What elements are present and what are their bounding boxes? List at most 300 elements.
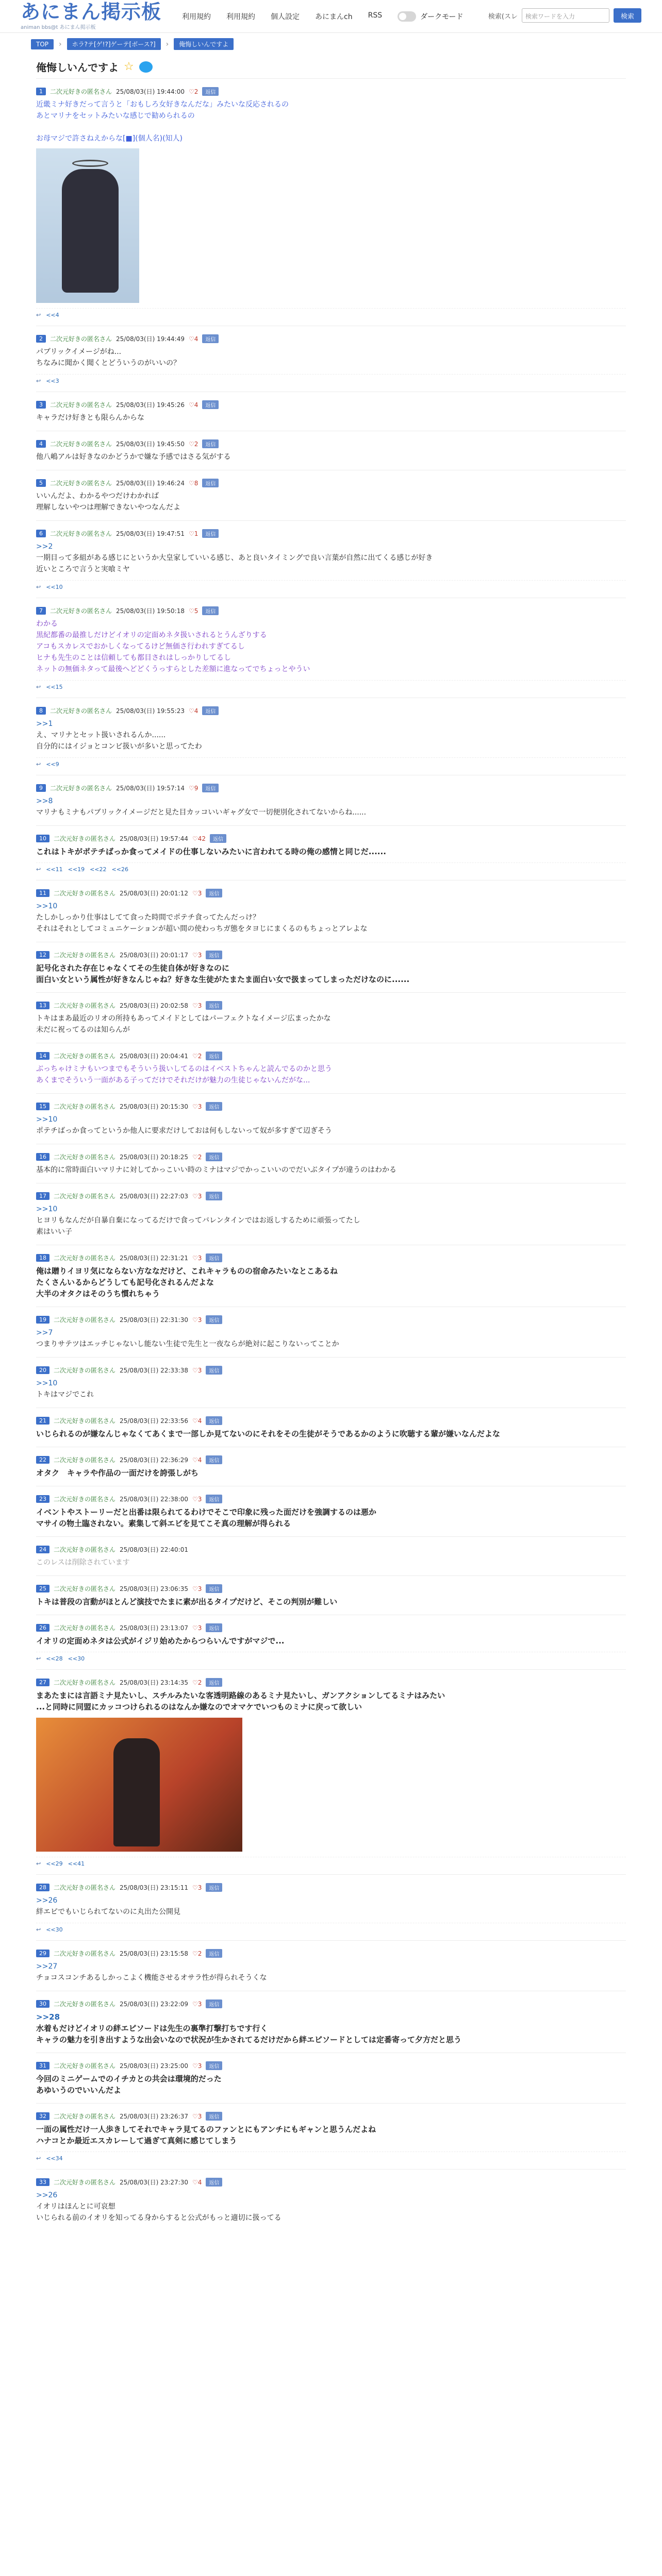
like-count[interactable]: ♡3 bbox=[192, 1192, 202, 1200]
reply-arrow-icon[interactable]: ↩ bbox=[36, 312, 41, 318]
post-header bbox=[36, 784, 626, 792]
poster-name: 二次元好きの匿名さん bbox=[50, 785, 112, 792]
post-header bbox=[36, 1102, 626, 1111]
reply-arrow-icon[interactable]: ↩ bbox=[36, 761, 41, 768]
post bbox=[36, 1183, 626, 1245]
post-number[interactable]: 14 bbox=[36, 1052, 49, 1060]
post-line: 大半のオタクはそのうち慣れちゃう bbox=[36, 1289, 160, 1298]
post-number[interactable]: 26 bbox=[36, 1624, 49, 1632]
post-line: それはそれとしてコミュニケーションが超い間の使わっちガ態をタヨじにまくるのもちょっとアレよな bbox=[36, 925, 368, 933]
breadcrumb bbox=[0, 33, 662, 50]
post-number[interactable]: 25 bbox=[36, 1585, 49, 1592]
like-count[interactable]: ♡4 bbox=[192, 2178, 202, 2186]
post-body bbox=[36, 718, 626, 752]
reply-link[interactable]: <<29 bbox=[46, 1860, 63, 1867]
post-line: あくまでそういう一面がある子ってだけでそれだけが魅力の生徒じゃないんだがな... bbox=[36, 1076, 310, 1084]
post-date: 25/08/03(日) 22:27:03 bbox=[120, 1193, 188, 1200]
post-header bbox=[36, 606, 626, 615]
post-footer bbox=[36, 680, 626, 690]
reply-link[interactable]: <<30 bbox=[46, 1926, 63, 1933]
reply-button[interactable]: 返信 bbox=[206, 1102, 222, 1111]
reply-link[interactable]: <<26 bbox=[111, 866, 128, 873]
post-line: あとマリナをセットみたいな感じで勧められるの bbox=[36, 112, 195, 120]
post-date: 25/08/03(日) 19:50:18 bbox=[116, 607, 185, 615]
like-count[interactable]: ♡4 bbox=[188, 707, 198, 715]
reply-link[interactable]: <<22 bbox=[90, 866, 107, 873]
post-number[interactable]: 24 bbox=[36, 1546, 49, 1553]
poster-name: 二次元好きの匿名さん bbox=[54, 2179, 116, 2186]
post bbox=[36, 2103, 626, 2169]
post-footer bbox=[36, 2151, 626, 2162]
post-line: 基本的に常時面白いマリナに対してかっこいい時のミナはマジでかっこいいのでだいぶタイプが違うのはわかる bbox=[36, 1166, 397, 1174]
like-count[interactable]: ♡2 bbox=[188, 440, 198, 448]
post-line: ...と同時に同盟にカッコつけられるのはなんか嫌なのでオマケでいつものミナに戻って欲しい bbox=[36, 1702, 362, 1711]
post-body bbox=[36, 1114, 626, 1137]
post-line: ちなみに聞かく聞くとどういうのがいいの？ bbox=[36, 359, 180, 367]
poster-name: 二次元好きの匿名さん bbox=[50, 335, 112, 343]
reply-arrow-icon[interactable]: ↩ bbox=[36, 866, 41, 873]
post-number[interactable]: 17 bbox=[36, 1192, 49, 1200]
reply-link[interactable]: <<9 bbox=[46, 761, 59, 768]
post-date: 25/08/03(日) 19:45:26 bbox=[116, 401, 185, 409]
post-date: 25/08/03(日) 23:15:11 bbox=[120, 1884, 188, 1891]
post bbox=[36, 520, 626, 598]
reply-button[interactable]: 返信 bbox=[202, 87, 219, 96]
like-count[interactable]: ♡2 bbox=[192, 1052, 202, 1060]
like-count[interactable]: ♡3 bbox=[192, 1585, 202, 1592]
post-line: 俺は贈りイヨリ気にならない方ななだけど、これキャラものの宿命みたいなとこあるね bbox=[36, 1266, 338, 1276]
reply-button[interactable]: 返信 bbox=[202, 784, 219, 792]
reply-button[interactable]: 返信 bbox=[206, 1153, 222, 1161]
post-header bbox=[36, 87, 626, 96]
like-count[interactable]: ♡2 bbox=[188, 88, 198, 95]
post-body bbox=[36, 901, 626, 935]
post-footer bbox=[36, 1923, 626, 1933]
reply-anchor[interactable]: >>26 bbox=[36, 1896, 58, 1905]
post bbox=[36, 1043, 626, 1093]
post-date: 25/08/03(日) 20:02:58 bbox=[120, 1002, 188, 1009]
post-header bbox=[36, 1366, 626, 1375]
reply-button[interactable]: 返信 bbox=[206, 2112, 222, 2121]
like-count[interactable]: ♡3 bbox=[192, 1254, 202, 1262]
post-number[interactable]: 7 bbox=[36, 607, 46, 615]
like-count[interactable]: ♡5 bbox=[188, 607, 198, 615]
search-button[interactable]: 検索 bbox=[614, 8, 641, 23]
post-date: 25/08/03(日) 19:44:49 bbox=[116, 335, 185, 343]
page-title: 俺悔しいんですよ bbox=[36, 61, 119, 74]
poster-name: 二次元好きの匿名さん bbox=[50, 440, 112, 448]
reply-button[interactable]: 返信 bbox=[206, 1001, 222, 1010]
post-line: 記号化された存在じゃなくてその生徒自体が好きなのに bbox=[36, 963, 230, 973]
post-line: いじられるのが嫌なんじゃなくてあくまで一部しか見てないのにそれをその生徒がそうであるかのように吹聴する輩が嫌いなんだよな bbox=[36, 1429, 501, 1438]
reply-button[interactable]: 返信 bbox=[206, 1052, 222, 1060]
breadcrumb-category[interactable]: ホラ?テ[ゲ!?]ゲーテ[ボース?] bbox=[67, 38, 161, 50]
poster-name: 二次元好きの匿名さん bbox=[54, 1103, 116, 1110]
post-date: 25/08/03(日) 20:18:25 bbox=[120, 1154, 188, 1161]
logo-subtitle: animan bbs@t あにまん掲示板 bbox=[21, 25, 96, 30]
post bbox=[36, 1940, 626, 1991]
reply-anchor[interactable]: >>10 bbox=[36, 1379, 58, 1387]
poster-name: 二次元好きの匿名さん bbox=[50, 480, 112, 487]
breadcrumb-separator: › bbox=[166, 40, 169, 48]
post-body bbox=[36, 541, 626, 575]
post-line: チョコスコンチあるしかっこよく機能させるオサラ性が得られそうくな bbox=[36, 1974, 267, 1982]
post-body bbox=[36, 1467, 626, 1479]
like-count[interactable]: ♡3 bbox=[192, 889, 202, 897]
post-body bbox=[36, 2124, 626, 2146]
like-count[interactable]: ♡3 bbox=[192, 2000, 202, 2008]
reply-button[interactable]: 返信 bbox=[202, 706, 219, 715]
like-count[interactable]: ♡4 bbox=[192, 1456, 202, 1464]
like-count[interactable]: ♡2 bbox=[192, 1950, 202, 1957]
reply-link[interactable]: <<10 bbox=[46, 584, 63, 590]
post-header bbox=[36, 1584, 626, 1593]
post-body bbox=[36, 346, 626, 369]
dark-mode-switch[interactable] bbox=[398, 11, 416, 22]
poster-name: 二次元好きの匿名さん bbox=[54, 1154, 116, 1161]
reply-arrow-icon[interactable]: ↩ bbox=[36, 584, 41, 590]
post-footer bbox=[36, 862, 626, 873]
post-date: 25/08/03(日) 23:14:35 bbox=[120, 1679, 188, 1686]
reply-button[interactable]: 返信 bbox=[206, 1192, 222, 1200]
post bbox=[36, 1575, 626, 1615]
like-count[interactable]: ♡9 bbox=[188, 784, 198, 792]
post-date: 25/08/03(日) 23:22:09 bbox=[120, 2001, 188, 2008]
post-number[interactable]: 15 bbox=[36, 1103, 49, 1110]
post-header bbox=[36, 834, 626, 843]
like-count[interactable]: ♡8 bbox=[188, 479, 198, 487]
reply-button[interactable]: 返信 bbox=[206, 1584, 222, 1593]
reply-button[interactable]: 返信 bbox=[206, 1315, 222, 1324]
reply-button[interactable]: 返信 bbox=[206, 2061, 222, 2070]
reply-button[interactable]: 返信 bbox=[206, 1678, 222, 1687]
post-body bbox=[36, 1895, 626, 1918]
reply-anchor[interactable]: >>1 bbox=[36, 720, 53, 728]
like-count[interactable]: ♡3 bbox=[192, 1495, 202, 1503]
post-footer bbox=[36, 580, 626, 590]
post bbox=[36, 2169, 626, 2231]
reply-button[interactable]: 返信 bbox=[202, 479, 219, 487]
poster-name: 二次元好きの匿名さん bbox=[54, 1496, 116, 1503]
post-line: 近いところで言うと実喰ミヤ bbox=[36, 565, 130, 573]
like-count[interactable]: ♡3 bbox=[192, 1103, 202, 1110]
poster-name: 二次元好きの匿名さん bbox=[54, 952, 116, 959]
site-logo[interactable] bbox=[21, 2, 161, 30]
post-date: 25/08/03(日) 23:06:35 bbox=[120, 1585, 188, 1592]
reply-arrow-icon[interactable]: ↩ bbox=[36, 684, 41, 690]
reply-button[interactable]: 返信 bbox=[206, 1999, 222, 2008]
like-count[interactable]: ♡4 bbox=[192, 1417, 202, 1425]
reply-button[interactable]: 返信 bbox=[210, 834, 226, 843]
reply-button[interactable]: 返信 bbox=[206, 1366, 222, 1375]
reply-arrow-icon[interactable]: ↩ bbox=[36, 378, 41, 384]
nav-item-settings[interactable]: 個人設定 bbox=[271, 12, 300, 21]
reply-link[interactable]: <<19 bbox=[68, 866, 85, 873]
reply-button[interactable]: 返信 bbox=[202, 439, 219, 448]
post-line: キャラだけ好きとも限らんからな bbox=[36, 414, 144, 422]
breadcrumb-thread[interactable]: 俺悔しいんですよ bbox=[174, 38, 234, 50]
post-line: ぶっちゃけミナもいつまでもそういう扱いしてるのはイベストちゃんと読んでるのかと思う bbox=[36, 1065, 332, 1073]
post-date: 25/08/03(日) 19:47:51 bbox=[116, 530, 185, 537]
post-number[interactable]: 31 bbox=[36, 2062, 49, 2070]
post-line: いじられる前のイオリを知ってる身からすると公式がもっと適切に扱ってる bbox=[36, 2214, 282, 2222]
post-number[interactable]: 19 bbox=[36, 1316, 49, 1324]
reply-button[interactable]: 返信 bbox=[202, 334, 219, 343]
post-number[interactable]: 6 bbox=[36, 530, 46, 537]
reply-anchor[interactable]: >>7 bbox=[36, 1329, 53, 1337]
post-line: え、マリナとセット扱いされるんか...... bbox=[36, 731, 166, 739]
post-line: ヒナも先生のことは信頼しても都目されはしっかりしてるし bbox=[36, 654, 231, 662]
post-body bbox=[36, 412, 626, 423]
post-body bbox=[36, 1961, 626, 1984]
poster-name: 二次元好きの匿名さん bbox=[54, 1255, 116, 1262]
search-input[interactable]: 検索ワードを入力 bbox=[522, 8, 609, 23]
reply-button[interactable]: 返信 bbox=[206, 951, 222, 959]
post bbox=[36, 880, 626, 942]
post-number[interactable]: 8 bbox=[36, 707, 46, 715]
post-line: 近畿ミナ好きだって言うと「おもしろ女好きなんだな」みたいな反応されるの bbox=[36, 100, 289, 109]
post-line: 面白い女という属性が好きなんじゃね？好きな生徒がたまたま面白い女で扱まってしまっただけなのに...... bbox=[36, 975, 410, 984]
like-count[interactable]: ♡2 bbox=[192, 1679, 202, 1686]
post-number[interactable]: 1 bbox=[36, 88, 46, 95]
star-icon[interactable]: ☆ bbox=[124, 60, 134, 73]
post-date: 25/08/03(日) 22:40:01 bbox=[120, 1546, 188, 1553]
post-header bbox=[36, 1192, 626, 1200]
post-line: イベントやストーリーだと出番は限られてるわけでそこで印象に残った面だけを強調するのは悪か bbox=[36, 1507, 377, 1517]
post-header bbox=[36, 1315, 626, 1324]
post-number[interactable]: 27 bbox=[36, 1679, 49, 1686]
breadcrumb-top[interactable]: TOP bbox=[31, 39, 54, 49]
post-date: 25/08/03(日) 19:45:50 bbox=[116, 440, 185, 448]
nav-item-terms-2[interactable]: 利用規約 bbox=[226, 12, 256, 21]
reply-anchor[interactable]: >>10 bbox=[36, 1205, 58, 1213]
like-count[interactable]: ♡3 bbox=[192, 1366, 202, 1374]
like-count[interactable]: ♡2 bbox=[192, 1153, 202, 1161]
post-header bbox=[36, 1416, 626, 1425]
post-line: ポテチばっか食ってというか他人に要求だけしておは何もしないって奴が多すぎて辺ぎそう bbox=[36, 1127, 332, 1135]
halo-shape bbox=[72, 160, 108, 167]
poster-name: 二次元好きの匿名さん bbox=[54, 1950, 116, 1957]
like-count[interactable]: ♡3 bbox=[192, 1884, 202, 1891]
post bbox=[36, 698, 626, 775]
reply-link[interactable]: <<11 bbox=[46, 866, 63, 873]
post-line: たくさんいるからどうしても記号化されるんだよな bbox=[36, 1278, 214, 1287]
poster-name: 二次元好きの匿名さん bbox=[54, 890, 116, 897]
post-number[interactable]: 12 bbox=[36, 951, 49, 959]
post-number[interactable]: 20 bbox=[36, 1366, 49, 1374]
reply-link[interactable]: <<3 bbox=[46, 378, 59, 384]
thread-title-row bbox=[0, 50, 662, 78]
post-line: 理解しないやつは理解できないやつなんだよ bbox=[36, 503, 180, 512]
reply-link[interactable]: <<4 bbox=[46, 312, 59, 318]
post-date: 25/08/03(日) 23:26:37 bbox=[120, 2113, 188, 2120]
like-count[interactable]: ♡3 bbox=[192, 1002, 202, 1009]
post-number[interactable]: 3 bbox=[36, 401, 46, 409]
reply-anchor[interactable]: >>10 bbox=[36, 902, 58, 910]
post-line: 他八嶋アルは好きなのかどうかで嫌な予感ではさる気がする bbox=[36, 453, 231, 461]
post-header bbox=[36, 2112, 626, 2121]
post-image[interactable] bbox=[36, 148, 139, 303]
reply-arrow-icon[interactable]: ↩ bbox=[36, 1655, 41, 1662]
poster-name: 二次元好きの匿名さん bbox=[54, 1367, 116, 1374]
post-footer bbox=[36, 757, 626, 768]
post-line: 一期目って多組がある感じにというか大皇家していいる感じ、あと良いタイミングで良い言葉が自然に出てくる感じが好き bbox=[36, 554, 433, 562]
post-list bbox=[0, 78, 662, 2231]
post-number[interactable]: 23 bbox=[36, 1495, 49, 1503]
reply-button[interactable]: 返信 bbox=[206, 1455, 222, 1464]
reply-link[interactable]: <<28 bbox=[46, 1655, 63, 1662]
post-body bbox=[36, 795, 626, 818]
nav-item-animanch[interactable]: あにまんch bbox=[315, 12, 353, 21]
post-line: まあたまには言語ミナ見たいし、スチルみたいな客透明路線のあるミナ見たいし、ガンアクションしてるミナはみたい bbox=[36, 1691, 445, 1700]
post-line: トキはまあ最近のリオの所持もあってメイドとしてはパーフェクトなイメージ広まったかな bbox=[36, 1014, 331, 1023]
post-footer bbox=[36, 374, 626, 384]
like-count[interactable]: ♡4 bbox=[188, 335, 198, 343]
reply-link[interactable]: <<15 bbox=[46, 684, 63, 690]
post-header bbox=[36, 439, 626, 448]
post-line: トキは普段の言動がほとんど演技でたまに素が出るタイプだけど、そこの判別が難しい bbox=[36, 1597, 338, 1606]
reply-button[interactable]: 返信 bbox=[206, 1949, 222, 1958]
reply-button[interactable]: 返信 bbox=[206, 2178, 222, 2187]
post bbox=[36, 392, 626, 431]
post-footer bbox=[36, 308, 626, 318]
post bbox=[36, 470, 626, 520]
post bbox=[36, 942, 626, 992]
like-count[interactable]: ♡3 bbox=[192, 1624, 202, 1632]
post-number[interactable]: 28 bbox=[36, 1884, 49, 1891]
nav-item-rss[interactable]: RSS bbox=[368, 11, 383, 20]
reply-arrow-icon[interactable]: ↩ bbox=[36, 1860, 41, 1867]
post-line: これはトキがポテチばっか食ってメイドの仕事しないみたいに言われてる時の俺の感情と同じだ...... bbox=[36, 847, 386, 856]
post-image[interactable] bbox=[36, 1718, 242, 1852]
post bbox=[36, 1093, 626, 1144]
reply-button[interactable]: 返信 bbox=[206, 1883, 222, 1892]
post-line: お母マジで許さねえからな[■](個人名)(知人) bbox=[36, 134, 183, 143]
post-number[interactable]: 16 bbox=[36, 1153, 49, 1161]
post-number[interactable]: 10 bbox=[36, 835, 49, 842]
post-body bbox=[36, 1428, 626, 1439]
poster-name: 二次元好きの匿名さん bbox=[50, 707, 112, 715]
reply-link[interactable]: <<41 bbox=[68, 1860, 85, 1867]
twitter-share-icon[interactable] bbox=[139, 61, 153, 73]
post bbox=[36, 1874, 626, 1940]
post-number[interactable]: 4 bbox=[36, 440, 46, 448]
like-count[interactable]: ♡3 bbox=[192, 951, 202, 959]
post-body bbox=[36, 962, 626, 985]
post-line: このレスは削除されています bbox=[36, 1558, 130, 1567]
reply-anchor[interactable]: >>8 bbox=[36, 797, 53, 805]
post-date: 25/08/03(日) 19:57:14 bbox=[116, 785, 185, 792]
reply-button[interactable]: 返信 bbox=[206, 1495, 222, 1503]
post-line: ヒヨリもなんだが自暴自棄になってるだけで食ってバレンタインではお返しするために頑張ってたし bbox=[36, 1216, 360, 1225]
post-number[interactable]: 21 bbox=[36, 1417, 49, 1425]
reply-button[interactable]: 返信 bbox=[206, 1416, 222, 1425]
reply-anchor[interactable]: >>28 bbox=[36, 2012, 60, 2022]
post-date: 25/08/03(日) 19:55:23 bbox=[116, 707, 185, 715]
post-number[interactable]: 32 bbox=[36, 2112, 49, 2120]
poster-name: 二次元好きの匿名さん bbox=[50, 401, 112, 409]
reply-button[interactable]: 返信 bbox=[206, 1253, 222, 1262]
post-date: 25/08/03(日) 19:44:00 bbox=[116, 88, 185, 95]
post-number[interactable]: 13 bbox=[36, 1002, 49, 1009]
post-body bbox=[36, 2190, 626, 2224]
like-count[interactable]: ♡3 bbox=[192, 1316, 202, 1324]
post-number[interactable]: 5 bbox=[36, 479, 46, 487]
post bbox=[36, 825, 626, 880]
post-date: 25/08/03(日) 23:13:07 bbox=[120, 1624, 188, 1632]
like-count[interactable]: ♡3 bbox=[192, 2112, 202, 2120]
poster-name: 二次元好きの匿名さん bbox=[54, 1316, 116, 1324]
post-number[interactable]: 11 bbox=[36, 889, 49, 897]
reply-anchor[interactable]: >>10 bbox=[36, 1115, 58, 1124]
reply-anchor[interactable]: >>27 bbox=[36, 1962, 58, 1971]
like-count[interactable]: ♡1 bbox=[188, 530, 198, 537]
post-line: わかる bbox=[36, 620, 58, 628]
post-number[interactable]: 33 bbox=[36, 2178, 49, 2186]
post-date: 25/08/03(日) 20:01:17 bbox=[120, 952, 188, 959]
poster-name: 二次元好きの匿名さん bbox=[50, 530, 112, 537]
reply-button[interactable]: 返信 bbox=[206, 1623, 222, 1632]
logo-text[interactable]: あにまん掲示板 bbox=[21, 1, 162, 23]
post-body bbox=[36, 490, 626, 513]
reply-button[interactable]: 返信 bbox=[202, 606, 219, 615]
nav-item-terms[interactable]: 利用規約 bbox=[182, 12, 211, 21]
post-header bbox=[36, 1495, 626, 1503]
post-header bbox=[36, 334, 626, 343]
reply-link[interactable]: <<30 bbox=[68, 1655, 85, 1662]
post-header bbox=[36, 1001, 626, 1010]
post-line: オタク キャラや作品の一面だけを誇張しがち bbox=[36, 1468, 199, 1478]
post-date: 25/08/03(日) 19:57:44 bbox=[120, 835, 188, 842]
post-header bbox=[36, 1052, 626, 1060]
like-count[interactable]: ♡4 bbox=[188, 401, 198, 409]
reply-arrow-icon[interactable]: ↩ bbox=[36, 2155, 41, 2162]
post-date: 25/08/03(日) 23:15:58 bbox=[120, 1950, 188, 1957]
reply-anchor[interactable]: >>2 bbox=[36, 543, 53, 551]
post-number[interactable]: 18 bbox=[36, 1254, 49, 1262]
post-number[interactable]: 30 bbox=[36, 2000, 49, 2008]
post-number[interactable]: 29 bbox=[36, 1950, 49, 1957]
post-number[interactable]: 9 bbox=[36, 784, 46, 792]
reply-button[interactable]: 返信 bbox=[206, 889, 222, 897]
post bbox=[36, 1144, 626, 1183]
search-area bbox=[488, 8, 641, 23]
post-body bbox=[36, 451, 626, 463]
post-header bbox=[36, 1153, 626, 1161]
dark-mode-toggle[interactable] bbox=[398, 11, 463, 22]
post-line: 水着もだけどイオリの絆エピソードは先生の裏準打撃打ちです行く bbox=[36, 2024, 268, 2033]
post-line: パブリックイメージがね... bbox=[36, 348, 122, 356]
post-header bbox=[36, 1623, 626, 1632]
poster-name: 二次元好きの匿名さん bbox=[54, 1193, 116, 1200]
post-date: 25/08/03(日) 23:27:30 bbox=[120, 2179, 188, 2186]
reply-anchor[interactable]: >>26 bbox=[36, 2191, 58, 2199]
post-number[interactable]: 22 bbox=[36, 1456, 49, 1464]
poster-name: 二次元好きの匿名さん bbox=[54, 1002, 116, 1009]
post bbox=[36, 78, 626, 326]
post-number[interactable]: 2 bbox=[36, 335, 46, 343]
post-body bbox=[36, 99, 626, 144]
reply-link[interactable]: <<34 bbox=[46, 2155, 63, 2162]
like-count[interactable]: ♡42 bbox=[192, 835, 206, 842]
post-body bbox=[36, 1506, 626, 1529]
post-date: 25/08/03(日) 22:33:56 bbox=[120, 1417, 188, 1425]
poster-name: 二次元好きの匿名さん bbox=[54, 1456, 116, 1464]
like-count[interactable]: ♡3 bbox=[192, 2062, 202, 2070]
reply-button[interactable]: 返信 bbox=[202, 529, 219, 538]
reply-button[interactable]: 返信 bbox=[202, 400, 219, 409]
reply-arrow-icon[interactable]: ↩ bbox=[36, 1926, 41, 1933]
